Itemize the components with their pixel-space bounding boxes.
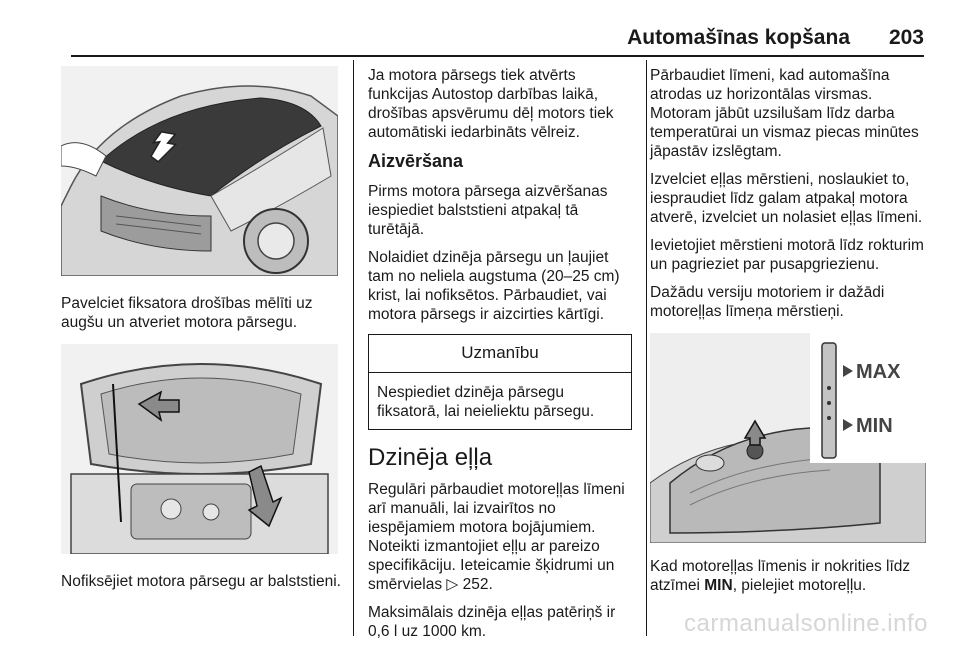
paragraph-insert-dipstick: Ievietojiet mērstieni motorā līdz rokturim un pagrieziet par pusapgriezienu. bbox=[650, 237, 924, 273]
paragraph-dipstick-versions: Dažādu versiju motoriem ir dažādi motoreļļas līmeņa mērstieņi. bbox=[650, 284, 885, 320]
header-title: Automašīnas kopšana bbox=[627, 26, 850, 49]
watermark: carmanualsonline.info bbox=[684, 610, 928, 637]
warning-text: Nespiediet dzinēja pārsegu fiksatorā, lai neieliektu pārsegu. bbox=[377, 384, 595, 420]
engine-dipstick-illustration bbox=[650, 333, 926, 543]
column-1 bbox=[61, 66, 341, 600]
column-3 bbox=[650, 66, 932, 604]
paragraph-pull-dipstick: Izvelciet eļļas mērstieni, noslaukiet to, iespraudiet līdz galam atpakaļ motora atverē, izvelciet un nolasiet eļļas līmeni. bbox=[650, 171, 923, 226]
paragraph-top-up bbox=[650, 557, 932, 595]
paragraph-lower-hood: Nolaidiet dzinēja pārsegu un ļaujiet tam no neliela augstuma (20–25 cm) krist, lai nofiksētos. Pārbaudiet, vai motora pārsegs ir aizcirties kārtīgi. bbox=[368, 249, 620, 323]
header-rule bbox=[71, 55, 924, 57]
paragraph-before-closing: Pirms motora pārsega aizvēršanas iespiediet balststieni atpakaļ tā turētājā. bbox=[368, 183, 608, 238]
figure-hood-prop-rod bbox=[61, 344, 338, 554]
warning-title: Uzmanību bbox=[369, 335, 631, 373]
open-hood-illustration bbox=[61, 344, 338, 554]
car-front-illustration bbox=[61, 66, 338, 276]
page-number: 203 bbox=[888, 26, 924, 49]
check-oil-text: Regulāri pārbaudiet motoreļļas līmeni arī manuāli, lai izvairītos no iespējamiem motora bojājumiem. Noteikti izmantojiet eļļu ar pareizo specifikāciju. Ieteicamie šķidrumi un smērvielas bbox=[368, 481, 625, 593]
column-divider-right bbox=[646, 60, 647, 636]
caption-hood-prop: Nofiksējiet motora pārsegu ar balststieni. bbox=[61, 573, 341, 590]
heading-closing: Aizvēršana bbox=[368, 151, 464, 171]
figure-dipstick bbox=[650, 333, 926, 543]
heading-engine-oil: Dzinēja eļļa bbox=[368, 444, 493, 471]
min-label: MIN bbox=[856, 415, 893, 437]
top-up-text-end: , pielejiet motoreļļu. bbox=[732, 577, 867, 594]
paragraph-oil-consumption: Maksimālais dzinēja eļļas patēriņš ir 0,6 l uz 1000 km. bbox=[368, 604, 616, 640]
top-up-min: MIN bbox=[704, 577, 733, 594]
page-header bbox=[0, 0, 960, 60]
column-2 bbox=[368, 66, 632, 650]
column-divider-left bbox=[353, 60, 354, 636]
paragraph-autostop: Ja motora pārsegs tiek atvērts funkcijas Autostop darbības laikā, drošības apsvērumu dēļ motors tiek automātiski iedarbināts vēlreiz. bbox=[368, 67, 614, 141]
page-ref-link[interactable]: 252. bbox=[462, 576, 493, 593]
paragraph-check-oil bbox=[368, 480, 632, 594]
warning-box bbox=[368, 334, 632, 430]
top-up-text-start: Kad motoreļļas līmenis ir nokrities līdz atzīmei bbox=[650, 558, 911, 594]
caption-hood-release: Pavelciet fiksatora drošības mēlīti uz augšu un atveriet motora pārsegu. bbox=[61, 295, 313, 331]
page-ref-arrow-icon: ▷ bbox=[446, 576, 459, 593]
figure-car-hood-release bbox=[61, 66, 338, 276]
max-label: MAX bbox=[856, 361, 901, 383]
paragraph-level-surface: Pārbaudiet līmeni, kad automašīna atrodas uz horizontālas virsmas. Motoram jābūt uzsilušam līdz darba temperatūrai un vismaz piecas minūtes jāpastāv izslēgtam. bbox=[650, 67, 919, 160]
